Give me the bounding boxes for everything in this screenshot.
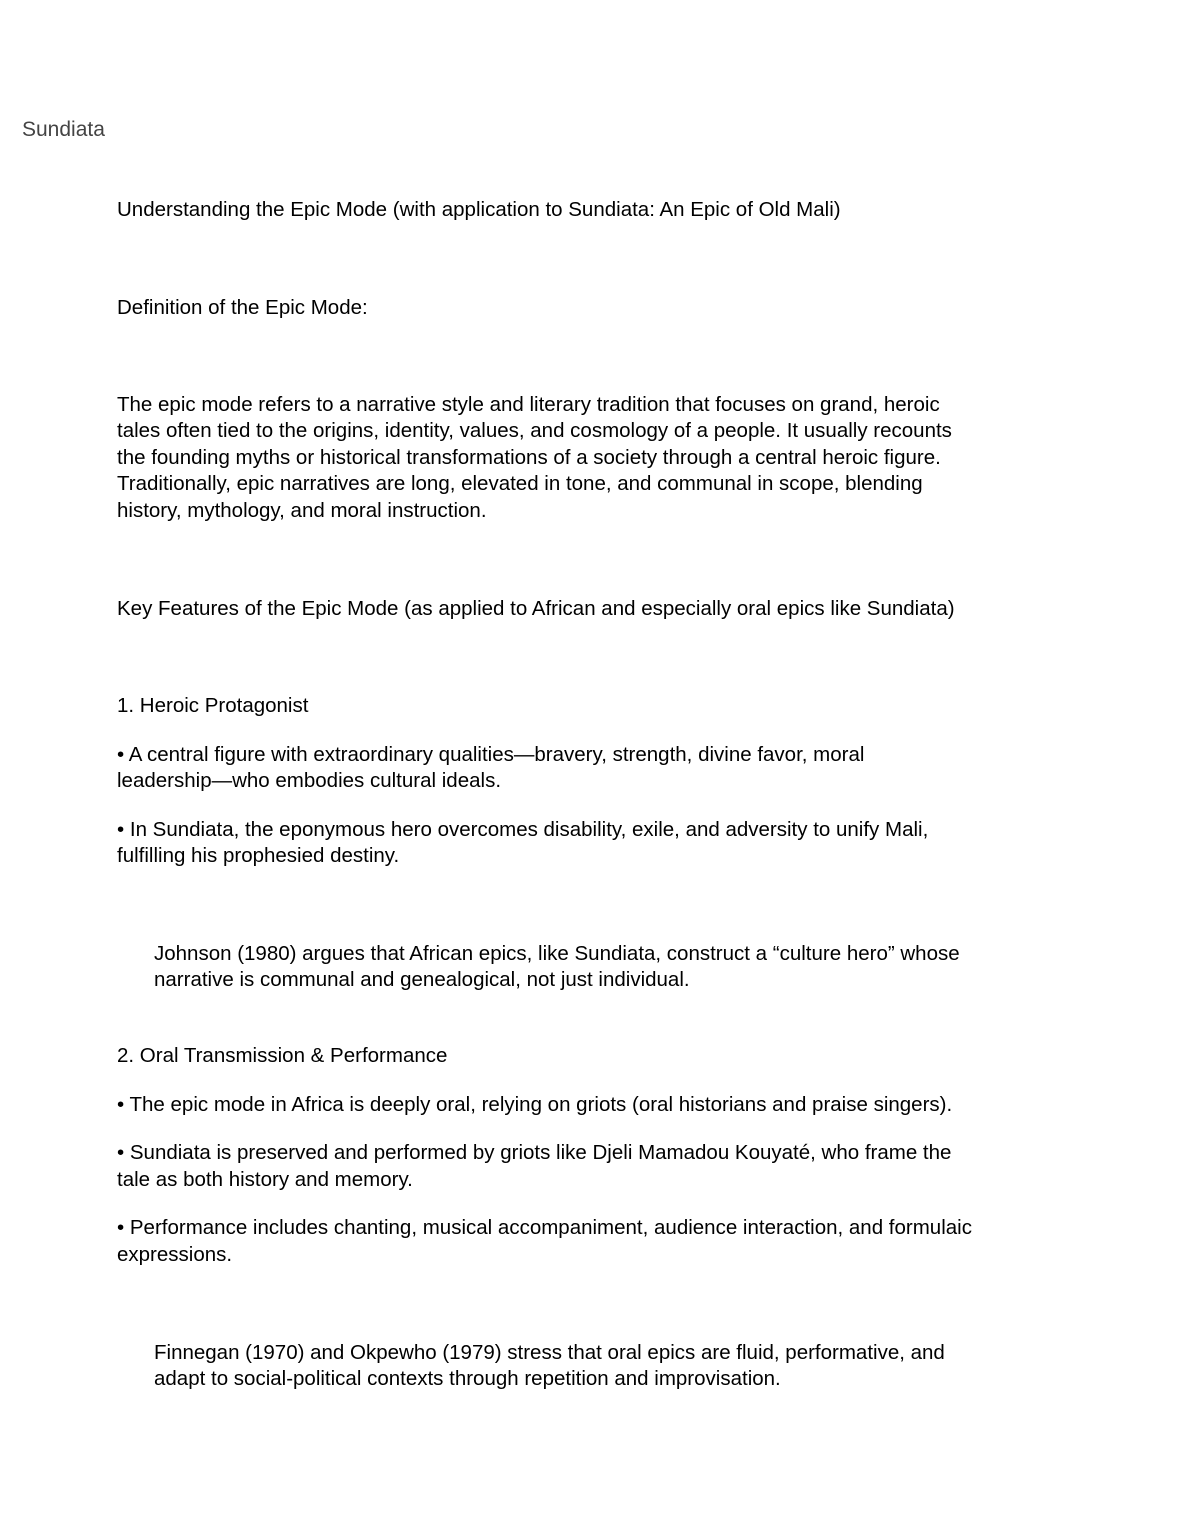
- definition-line: The epic mode refers to a narrative style and literary tradition that focuses on grand, heroic: [117, 393, 940, 416]
- bullet-line: fulfilling his prophesied destiny.: [117, 844, 400, 867]
- bullet-line: • A central figure with extraordinary qualities—bravery, strength, divine favor, moral: [117, 743, 865, 766]
- block-quote-line: Johnson (1980) argues that African epics, like Sundiata, construct a “culture hero” whose: [154, 942, 960, 965]
- bullet-line: • Performance includes chanting, musical accompaniment, audience interaction, and formulaic: [117, 1216, 972, 1239]
- features-heading: Key Features of the Epic Mode (as applied to African and especially oral epics like Sundiata): [117, 597, 955, 620]
- bullet-line: • The epic mode in Africa is deeply oral, relying on griots (oral historians and praise singers).: [117, 1093, 953, 1116]
- block-quote-line: narrative is communal and genealogical, not just individual.: [154, 968, 690, 991]
- header-label: Sundiata: [22, 118, 105, 141]
- definition-line: the founding myths or historical transformations of a society through a central heroic figure.: [117, 446, 941, 469]
- document-title: Understanding the Epic Mode (with application to Sundiata: An Epic of Old Mali): [117, 198, 841, 221]
- section-heading: 1. Heroic Protagonist: [117, 694, 309, 717]
- bullet-line: expressions.: [117, 1243, 233, 1266]
- bullet-line: tale as both history and memory.: [117, 1168, 413, 1191]
- definition-line: history, mythology, and moral instruction.: [117, 499, 487, 522]
- definition-line: Traditionally, epic narratives are long, elevated in tone, and communal in scope, blending: [117, 472, 923, 495]
- bullet-line: • In Sundiata, the eponymous hero overcomes disability, exile, and adversity to unify Mali,: [117, 818, 929, 841]
- block-quote-line: Finnegan (1970) and Okpewho (1979) stress that oral epics are fluid, performative, and: [154, 1341, 945, 1364]
- bullet-line: • Sundiata is preserved and performed by griots like Djeli Mamadou Kouyaté, who frame the: [117, 1141, 952, 1164]
- definition-heading: Definition of the Epic Mode:: [117, 296, 368, 319]
- definition-line: tales often tied to the origins, identity, values, and cosmology of a people. It usually recounts: [117, 419, 952, 442]
- bullet-line: leadership—who embodies cultural ideals.: [117, 769, 502, 792]
- section-heading: 2. Oral Transmission & Performance: [117, 1044, 448, 1067]
- block-quote-line: adapt to social-political contexts through repetition and improvisation.: [154, 1367, 781, 1390]
